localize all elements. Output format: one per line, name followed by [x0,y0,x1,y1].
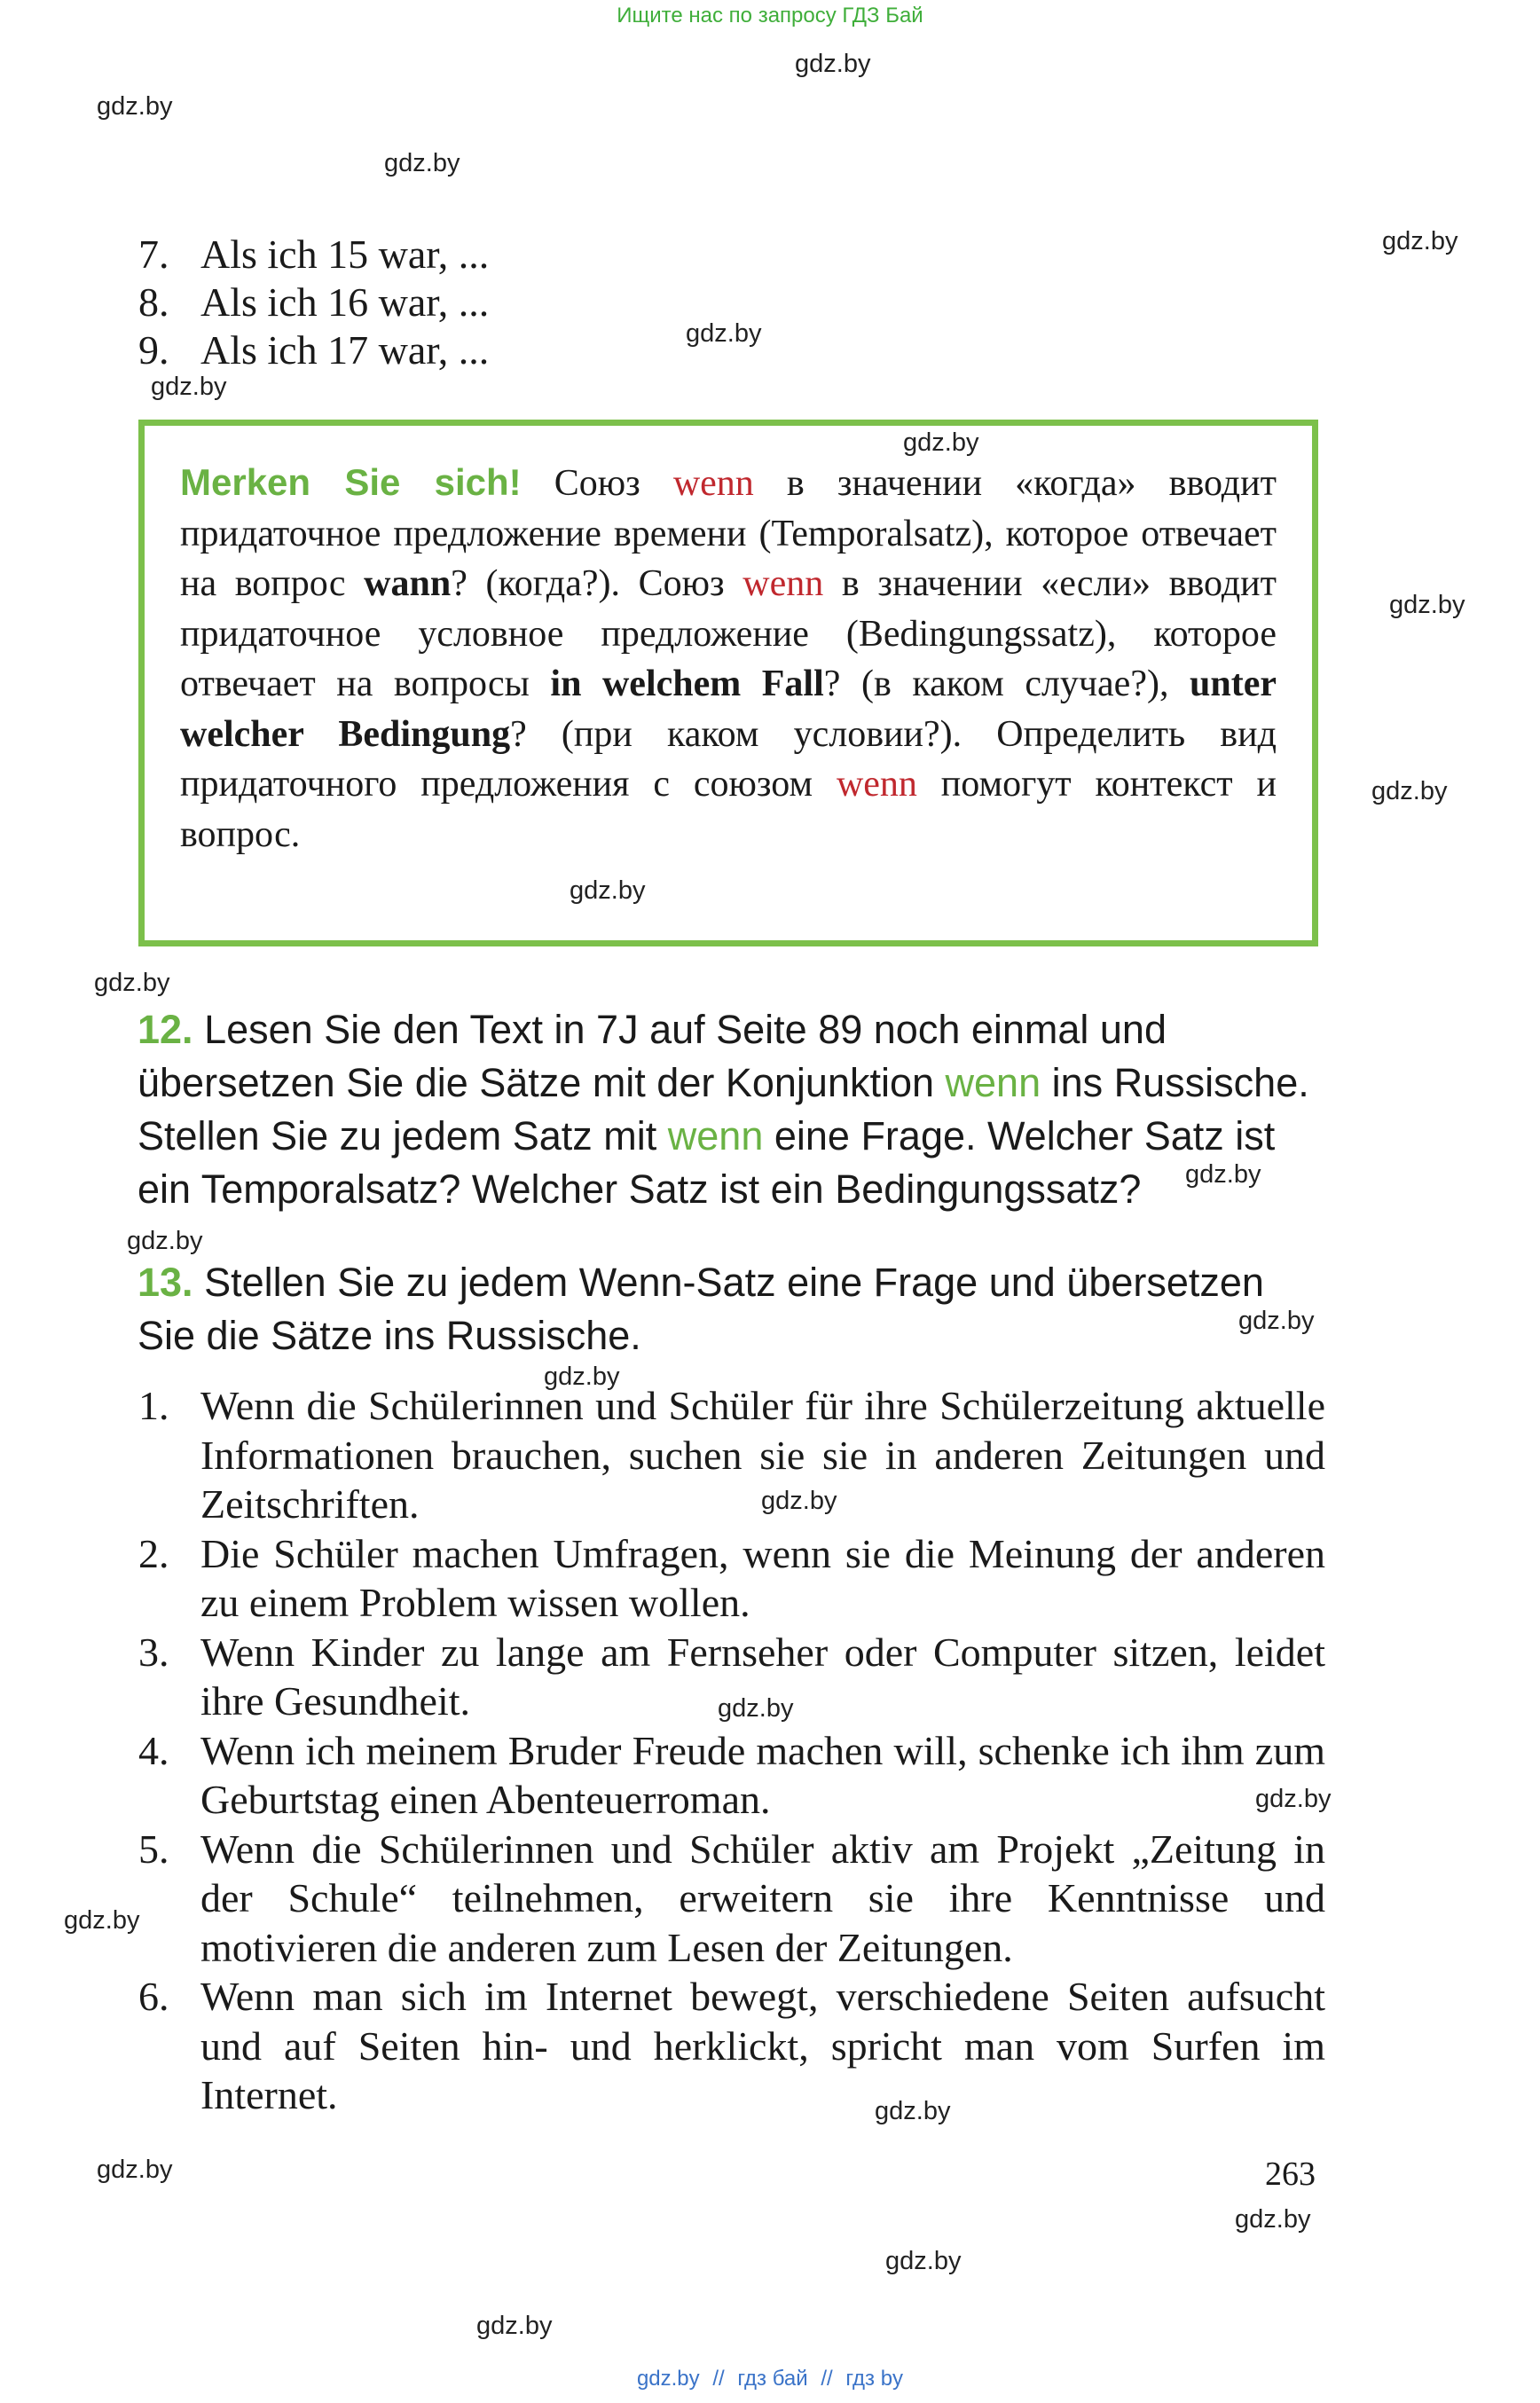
watermark: gdz.by [795,50,871,78]
list-item-number: 2. [138,1530,169,1576]
list-item-number: 6. [138,1974,169,2019]
watermark: gdz.by [94,969,170,997]
note-text: ? (когда?). Союз [451,563,743,604]
exercise-sentences [138,1381,1325,2120]
continued-list [138,231,1327,374]
list-item-text: Wenn die Schülerinnen und Schüler für ihre Schülerzeitung aktuelle Informationen brauchen, suchen sie sie in anderen Zeitungen und Zeitschriften. [200,1383,1325,1527]
watermark: gdz.by [1185,1160,1261,1189]
list-item-number: 9. [138,327,169,373]
list-item-text: Wenn Kinder zu lange am Fernseher oder Computer sitzen, leidet ihre Gesundheit. [200,1629,1325,1724]
list-item [138,1628,1325,1726]
note-text: в значении «если» вводит придаточное условное предложение (Bedingungssatz), которое отвечает на вопросы [180,563,1277,704]
list-item-text: Wenn die Schülerinnen und Schüler aktiv am Projekt „Zeitung in der Schule“ teilnehmen, erweitern sie ihre Kenntnisse und motivieren die anderen zum Lesen der Zeitungen. [200,1826,1325,1970]
keyword-wenn: wenn [836,764,917,805]
watermark: gdz.by [544,1362,620,1391]
watermark: gdz.by [761,1487,837,1515]
list-item-text: Die Schüler machen Umfragen, wenn sie die Meinung der anderen zu einem Problem wissen wollen. [200,1530,1325,1625]
watermark: gdz.by [1235,2205,1311,2234]
keyword-wenn: wenn [742,563,824,604]
list-item [138,1825,1325,1973]
list-item-number: 4. [138,1727,169,1773]
watermark: gdz.by [718,1694,794,1723]
task-text: Stellen Sie zu jedem Wenn-Satz eine Frage und übersetzen Sie die Sätze ins Russische. [138,1260,1264,1358]
watermark: gdz.by [875,2097,951,2125]
list-item [138,231,1327,279]
list-item [138,1381,1325,1529]
watermark: gdz.by [1238,1307,1315,1335]
list-item-text: Als ich 15 war, ... [200,232,490,277]
task-text: eine Frage. Welcher Satz ist ein Temporalsatz? Welcher Satz ist ein Bedingungssatz? [138,1113,1276,1212]
note-text: в значении «когда» вводит придаточное предложение времени (Temporalsatz), которое отвечает на вопрос [180,463,1277,604]
note-text: Союз [521,463,673,504]
footer-link[interactable]: gdz.by [636,2367,700,2391]
watermark: gdz.by [903,428,979,457]
watermark: gdz.by [97,92,173,121]
task-13 [138,1256,1326,1362]
watermark: gdz.by [1371,777,1448,805]
note-text: ? (в каком случае?), [823,664,1190,704]
note-text: ? (при каком условии?). Определить вид придаточного предложения с союзом [180,713,1277,805]
watermark: gdz.by [127,1227,203,1255]
list-item-text: Als ich 17 war, ... [200,327,490,373]
note-heading: Merken Sie sich! [180,461,522,503]
list-item-number: 8. [138,279,169,325]
keyword-wenn: wenn [945,1060,1041,1105]
list-item [138,1726,1325,1825]
task-number: 13. [138,1260,193,1305]
task-number: 12. [138,1007,193,1052]
list-item-number: 5. [138,1826,169,1872]
footer-separator: // [821,2367,833,2391]
grammar-note-text [180,458,1277,860]
list-item [138,279,1327,326]
keyword-in-welchem-fall: in welchem Fall [550,664,824,704]
watermark: gdz.by [686,319,762,348]
task-text: Lesen Sie den Text in 7J auf Seite 89 noch einmal und übersetzen Sie die Sätze mit der Konjunktion [138,1007,1167,1105]
keyword-unter-welcher-bedingung: unter welcher Bedingung [180,664,1277,755]
watermark: gdz.by [64,1906,140,1935]
list-item-number: 3. [138,1629,169,1675]
note-text: помогут контекст и вопрос. [180,764,1277,855]
watermark: gdz.by [570,876,646,905]
watermark: gdz.by [1382,227,1458,255]
keyword-wenn: wenn [672,463,754,504]
list-item-number: 7. [138,232,169,277]
footer-links [0,2367,1540,2391]
watermark: gdz.by [1389,591,1465,619]
list-item-text: Wenn man sich im Internet bewegt, verschiedene Seiten aufsucht und auf Seiten hin- und herklickt, spricht man vom Surfen im Internet. [200,1974,1325,2117]
list-item [138,326,1327,374]
watermark: gdz.by [1255,1785,1332,1813]
watermark: gdz.by [885,2247,962,2275]
search-hint-link[interactable]: Ищите нас по запросу ГДЗ Бай [617,4,923,27]
keyword-wann: wann [364,563,452,604]
list-item [138,1972,1325,2120]
footer-separator: // [712,2367,725,2391]
grammar-note-box [138,420,1318,946]
page-number: 263 [1265,2156,1316,2193]
list-item-number: 1. [138,1383,169,1428]
watermark: gdz.by [97,2156,173,2184]
keyword-wenn: wenn [667,1113,764,1158]
list-item [138,1529,1325,1628]
footer-link[interactable]: гдз бай [737,2367,808,2391]
list-item-text: Wenn ich meinem Bruder Freude machen will, schenke ich ihm zum Geburtstag einen Abenteuerroman. [200,1727,1325,1822]
list-item-text: Als ich 16 war, ... [200,279,490,325]
task-12 [138,1003,1326,1216]
watermark: gdz.by [151,373,227,401]
footer-link[interactable]: гдз by [845,2367,904,2391]
watermark: gdz.by [384,149,460,177]
watermark: gdz.by [476,2312,553,2340]
task-text: ins Russische. Stellen Sie zu jedem Satz mit [138,1060,1309,1158]
